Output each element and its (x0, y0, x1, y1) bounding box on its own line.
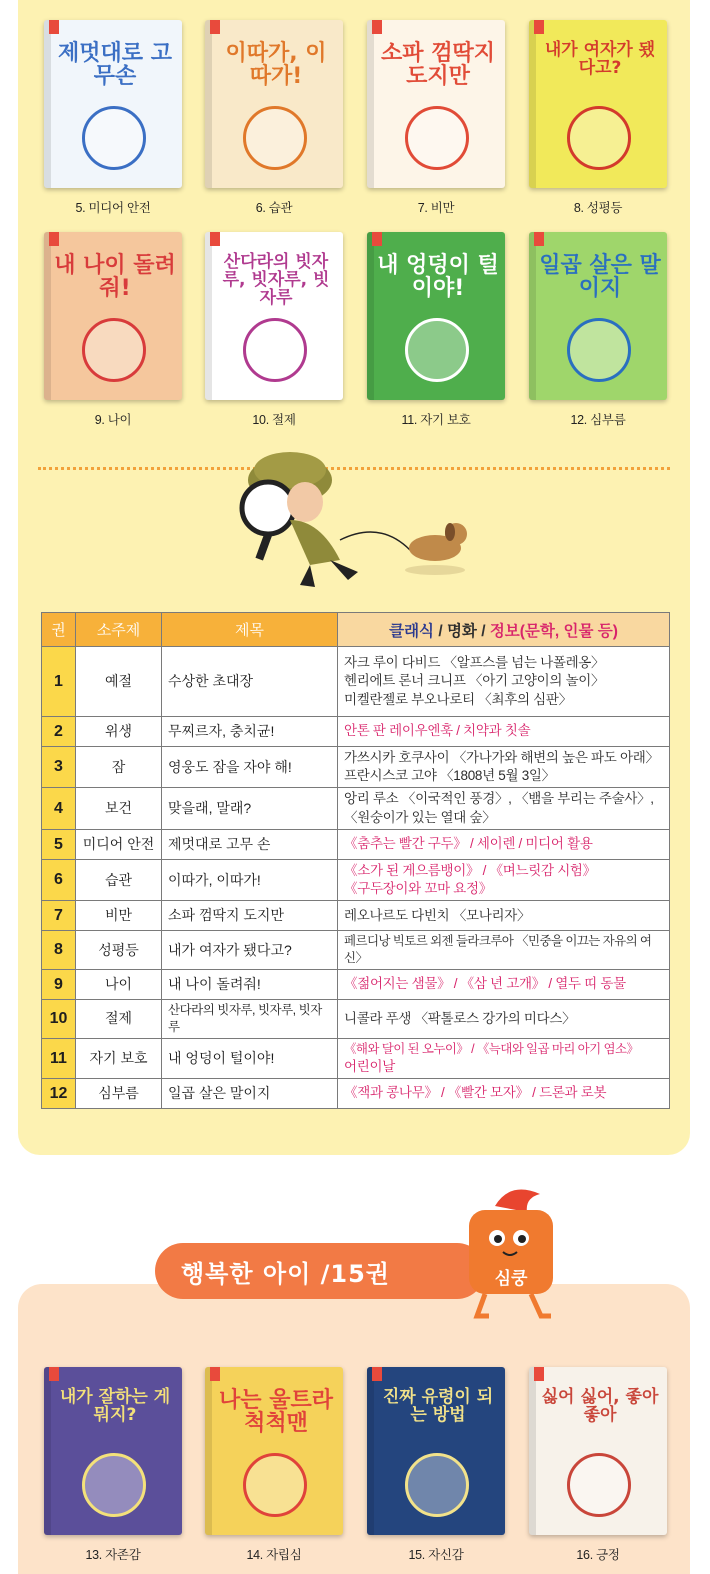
cell-info-line: 안톤 판 레이우엔훅 / 치약과 칫솔 (344, 723, 531, 739)
book-cover-title: 소파 껌딱지 도지만 (381, 41, 495, 90)
book-cover-title: 이따가, 이따가! (225, 41, 327, 90)
publisher-ribbon-icon (534, 232, 544, 246)
cell-title: 산다라의 빗자루, 빗자루, 빗자루 (162, 1000, 338, 1039)
cell-subtopic: 보건 (76, 788, 162, 829)
cell-subtopic: 미디어 안전 (76, 829, 162, 859)
book-item[interactable] (44, 1367, 182, 1567)
cell-info-line: 헨리에트 론너 크니프 〈아기 고양이의 놀이〉 (344, 673, 605, 689)
book-item[interactable] (367, 232, 505, 432)
book-spine (205, 20, 212, 188)
book-item[interactable] (205, 20, 343, 220)
header-slash: / (434, 622, 447, 640)
cell-info (338, 859, 670, 900)
book-cover[interactable] (44, 232, 182, 400)
cell-title: 소파 껌딱지 도지만 (162, 901, 338, 931)
cell-info-line: 《소가 된 게으름뱅이》 / 《며느릿감 시험》 (344, 862, 596, 878)
cell-vol: 8 (42, 931, 76, 970)
cell-info-line: 가쓰시카 호쿠사이 〈가나가와 해변의 높은 파도 아래〉 (344, 750, 659, 765)
book-spine (367, 20, 374, 188)
banner-title: 행복한 아이 /15권 (181, 1260, 390, 1288)
table-header-row (42, 613, 670, 647)
cell-info (338, 717, 670, 747)
book-label: 14. 자립심 (246, 1548, 302, 1562)
cell-info (338, 829, 670, 859)
book-label: 11. 자기 보호 (401, 413, 471, 427)
book-cover-title: 내가 여자가 됐다고? (544, 40, 656, 78)
cell-info-line: 《구두장이와 꼬마 요정》 (344, 881, 492, 897)
cover-illustration (243, 106, 307, 170)
cell-vol: 12 (42, 1078, 76, 1108)
book-cover[interactable] (529, 20, 667, 188)
cell-info-line: 어린이날 (344, 1058, 395, 1074)
cell-subtopic: 절제 (76, 1000, 162, 1039)
cell-info-line: 페르디낭 빅토르 외젠 들라크루아 〈민중을 이끄는 자유의 여신〉 (344, 934, 652, 966)
cell-vol: 5 (42, 829, 76, 859)
cover-illustration (567, 1453, 631, 1517)
table-row (42, 931, 670, 970)
book-cover-title: 내 엉덩이 털이야! (377, 253, 499, 302)
cover-illustration (243, 318, 307, 382)
cell-title: 맞을래, 말래? (162, 788, 338, 829)
publisher-ribbon-icon (534, 1367, 544, 1381)
book-cover[interactable] (529, 1367, 667, 1535)
cell-info-line: 니콜라 푸생 〈팍톨로스 강가의 미다스〉 (344, 1010, 576, 1026)
book-spine (44, 232, 51, 400)
publisher-ribbon-icon (372, 1367, 382, 1381)
cell-info-line: 미켈란젤로 부오나로티 〈최후의 심판〉 (344, 691, 572, 707)
cell-info (338, 1078, 670, 1108)
cell-info-line: 프란시스코 고야 〈1808년 5월 3일〉 (344, 768, 555, 784)
publisher-ribbon-icon (210, 20, 220, 34)
cell-info-line: 《젊어지는 샘물》 / 《삼 년 고개》 / 열두 띠 동물 (344, 976, 626, 992)
book-cover-title: 제멋대로 고무손 (58, 41, 172, 90)
book-cover-title: 내 나이 돌려줘! (54, 253, 176, 302)
publisher-ribbon-icon (49, 20, 59, 34)
book-cover[interactable] (367, 232, 505, 400)
cover-illustration (82, 318, 146, 382)
book-cover[interactable] (367, 20, 505, 188)
publisher-ribbon-icon (49, 1367, 59, 1381)
book-item[interactable] (44, 232, 182, 432)
cell-info-line: 〈원숭이가 있는 열대 숲〉 (344, 809, 496, 825)
table-row (42, 788, 670, 829)
cell-title: 내 나이 돌려줘! (162, 970, 338, 1000)
book-item[interactable] (529, 1367, 667, 1567)
cell-subtopic: 자기 보호 (76, 1038, 162, 1078)
cell-title: 수상한 초대장 (162, 647, 338, 717)
cover-illustration (82, 1453, 146, 1517)
cell-vol: 7 (42, 901, 76, 931)
header-subtopic: 소주제 (76, 613, 162, 647)
cell-info (338, 1000, 670, 1039)
book-label: 10. 절제 (252, 413, 296, 427)
cell-info-line: 《춤추는 빨간 구두》 / 세이렌 / 미디어 활용 (344, 836, 593, 852)
cell-info (338, 931, 670, 970)
book-spine (205, 232, 212, 400)
table-row (42, 747, 670, 788)
table-row (42, 1078, 670, 1108)
book-label: 5. 미디어 안전 (75, 201, 151, 215)
header-art: 명화 (446, 622, 477, 640)
header-vol: 권 (42, 613, 76, 647)
cell-vol: 3 (42, 747, 76, 788)
cell-title: 일곱 살은 말이지 (162, 1078, 338, 1108)
book-cover[interactable] (529, 232, 667, 400)
book-cover-title: 산다라의 빗자루, 빗자루, 빗자루 (222, 252, 330, 308)
cover-illustration (405, 318, 469, 382)
header-slash: / (476, 622, 490, 640)
book-item[interactable] (44, 20, 182, 220)
cell-vol: 1 (42, 647, 76, 717)
cell-info-line: 앙리 루소 〈이국적인 풍경〉, 〈뱀을 부리는 주술사〉, (344, 791, 654, 807)
book-spine (367, 232, 374, 400)
book-cover-title: 싫어 싫어, 좋아 좋아 (541, 1387, 659, 1425)
cell-info-line: 《해와 달이 된 오누이》 / 《늑대와 일곱 마리 아기 염소》 (344, 1041, 639, 1056)
cover-illustration (567, 106, 631, 170)
cover-illustration (405, 106, 469, 170)
book-item[interactable] (529, 20, 667, 220)
book-cover-title: 일곱 살은 말이지 (539, 253, 661, 302)
table-row (42, 829, 670, 859)
cell-info-line: 레오나르도 다빈치 〈모나리자〉 (344, 907, 531, 923)
cell-info-line: 자크 루이 다비드 〈알프스를 넘는 나폴레옹〉 (344, 655, 605, 671)
mascot-illustration (455, 1186, 565, 1326)
book-item[interactable] (529, 232, 667, 432)
cell-subtopic: 성평등 (76, 931, 162, 970)
cell-subtopic: 예절 (76, 647, 162, 717)
book-label: 7. 비만 (417, 201, 455, 215)
mascot-label: 심쿵 (494, 1269, 528, 1289)
header-info-literature: 정보(문학, 인물 등) (489, 622, 618, 640)
book-spine (529, 20, 536, 188)
header-info (338, 613, 670, 647)
book-item[interactable] (367, 1367, 505, 1567)
book-cover[interactable] (205, 1367, 343, 1535)
cover-illustration (405, 1453, 469, 1517)
cover-illustration (567, 318, 631, 382)
book-label: 6. 습관 (255, 201, 293, 215)
publisher-ribbon-icon (534, 20, 544, 34)
table-row (42, 1000, 670, 1039)
cell-info (338, 901, 670, 931)
cell-info (338, 970, 670, 1000)
header-classic: 클래식 (389, 622, 435, 640)
table-row (42, 859, 670, 900)
cell-subtopic: 위생 (76, 717, 162, 747)
table-row (42, 647, 670, 717)
header-title: 제목 (162, 613, 338, 647)
book-label: 13. 자존감 (85, 1548, 141, 1562)
book-cover[interactable] (44, 20, 182, 188)
cell-info (338, 788, 670, 829)
book-label: 16. 긍정 (576, 1548, 620, 1562)
cell-title: 이따가, 이따가! (162, 859, 338, 900)
table-row (42, 717, 670, 747)
cell-title: 제멋대로 고무 손 (162, 829, 338, 859)
book-item[interactable] (205, 1367, 343, 1567)
cell-vol: 4 (42, 788, 76, 829)
cell-title: 내가 여자가 됐다고? (162, 931, 338, 970)
book-spine (44, 20, 51, 188)
publisher-ribbon-icon (372, 232, 382, 246)
cover-illustration (82, 106, 146, 170)
cell-info (338, 1038, 670, 1078)
book-item[interactable] (367, 20, 505, 220)
book-spine (205, 1367, 212, 1535)
book-spine (529, 1367, 536, 1535)
cell-title: 내 엉덩이 털이야! (162, 1038, 338, 1078)
cell-vol: 10 (42, 1000, 76, 1039)
cell-title: 무찌르자, 충치균! (162, 717, 338, 747)
cover-illustration (243, 1453, 307, 1517)
section-banner (155, 1243, 485, 1299)
book-label: 12. 심부름 (570, 413, 626, 427)
publisher-ribbon-icon (210, 1367, 220, 1381)
book-cover[interactable] (44, 1367, 182, 1535)
publisher-ribbon-icon (210, 232, 220, 246)
book-item[interactable] (205, 232, 343, 432)
cell-subtopic: 나이 (76, 970, 162, 1000)
publisher-ribbon-icon (372, 20, 382, 34)
cell-subtopic: 잠 (76, 747, 162, 788)
cell-subtopic: 심부름 (76, 1078, 162, 1108)
cell-subtopic: 습관 (76, 859, 162, 900)
cell-info (338, 747, 670, 788)
book-info-table (41, 612, 669, 1109)
book-cover[interactable] (205, 232, 343, 400)
cell-vol: 11 (42, 1038, 76, 1078)
detective-dog-illustration (230, 440, 490, 590)
book-cover-title: 나는 울트라 척척맨 (219, 1388, 333, 1437)
table-row (42, 970, 670, 1000)
cell-vol: 2 (42, 717, 76, 747)
cell-subtopic: 비만 (76, 901, 162, 931)
cell-info-line: 《잭과 콩나무》 / 《빨간 모자》 / 드론과 로봇 (344, 1085, 607, 1101)
table-row (42, 1038, 670, 1078)
cell-vol: 6 (42, 859, 76, 900)
book-spine (529, 232, 536, 400)
cell-info (338, 647, 670, 717)
book-spine (44, 1367, 51, 1535)
book-label: 8. 성평등 (573, 201, 623, 215)
book-cover-title: 내가 잘하는 게 뭐지? (59, 1387, 171, 1425)
book-cover-title: 진짜 유령이 되는 방법 (382, 1387, 494, 1425)
book-cover[interactable] (205, 20, 343, 188)
book-label: 15. 자신감 (408, 1548, 464, 1562)
cell-vol: 9 (42, 970, 76, 1000)
book-label: 9. 나이 (94, 413, 132, 427)
publisher-ribbon-icon (49, 232, 59, 246)
cell-title: 영웅도 잠을 자야 해! (162, 747, 338, 788)
book-spine (367, 1367, 374, 1535)
book-cover[interactable] (367, 1367, 505, 1535)
table-row (42, 901, 670, 931)
